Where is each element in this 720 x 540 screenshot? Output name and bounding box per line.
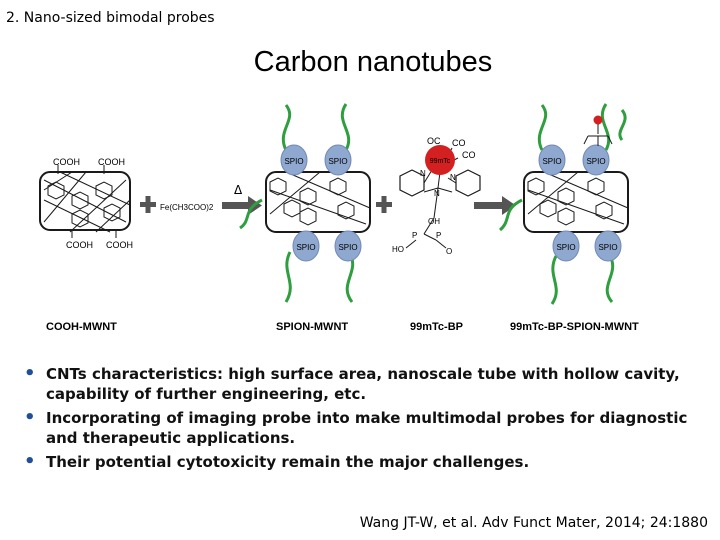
spio-label: SPIO — [296, 243, 316, 252]
bullet-item: • Their potential cytotoxicity remain the major challenges. — [22, 452, 702, 472]
ligand-chain — [283, 104, 348, 150]
cooh-label: COOH — [98, 157, 125, 167]
tc-core — [594, 116, 603, 125]
heat-symbol: Δ — [234, 183, 243, 197]
section-label: 2. Nano-sized bimodal probes — [6, 10, 215, 26]
n-label: N — [434, 189, 440, 198]
cooh-label: COOH — [53, 157, 80, 167]
stage-label-cooh-mwnt: COOH-MWNT — [46, 321, 117, 333]
bullet-item: • Incorporating of imaging probe into make multimodal probes for diagnostic and therapeutic applications. — [22, 408, 702, 448]
spio-label: SPIO — [328, 157, 348, 166]
spio-label: SPIO — [284, 157, 304, 166]
cooh-label: COOH — [106, 240, 133, 250]
ho-label: HO — [392, 245, 404, 254]
p-label: P — [436, 231, 442, 240]
tc-bp-spion-mwnt-nanotube — [500, 104, 628, 304]
ligand-chain — [539, 104, 625, 150]
cooh-label: COOH — [66, 240, 93, 250]
stage-label-spion-mwnt: SPION-MWNT — [276, 321, 349, 333]
spio-label: SPIO — [556, 243, 576, 252]
bullet-item: • CNTs characteristics: high surface area, nanoscale tube with hollow cavity, capability of further engineering, etc. — [22, 364, 702, 404]
slide-title: Carbon nanotubes — [253, 46, 493, 78]
spio-label: SPIO — [542, 157, 562, 166]
n-label: N — [420, 169, 426, 178]
co-label: CO — [462, 150, 476, 160]
plus-icon — [376, 196, 392, 213]
citation: Wang JT-W, et al. Adv Funct Mater, 2014; 24:1880 — [359, 515, 708, 531]
stage-label-tc-bp-spion-mwnt: 99mTc-BP-SPION-MWNT — [510, 321, 639, 333]
spio-label: SPIO — [598, 243, 618, 252]
oh-label: OH — [428, 217, 440, 226]
cooh-mwnt-nanotube — [40, 157, 133, 250]
spion-mwnt-nanotube — [240, 104, 370, 302]
spio-label: SPIO — [338, 243, 358, 252]
n-label: N — [450, 173, 456, 182]
o-label: O — [446, 247, 453, 256]
p-label: P — [412, 231, 418, 240]
plus-icon — [140, 196, 156, 213]
tc-bp-molecule — [392, 136, 480, 256]
oc-label: OC — [427, 136, 441, 146]
bullet-list — [22, 364, 702, 476]
co-label: CO — [452, 138, 466, 148]
stage-label-tc-bp: 99mTc-BP — [410, 321, 463, 333]
spio-label: SPIO — [586, 157, 606, 166]
tc-core-label: 99mTc — [429, 158, 451, 165]
reagent-label: Fe(CH3COO)2 — [160, 203, 214, 212]
